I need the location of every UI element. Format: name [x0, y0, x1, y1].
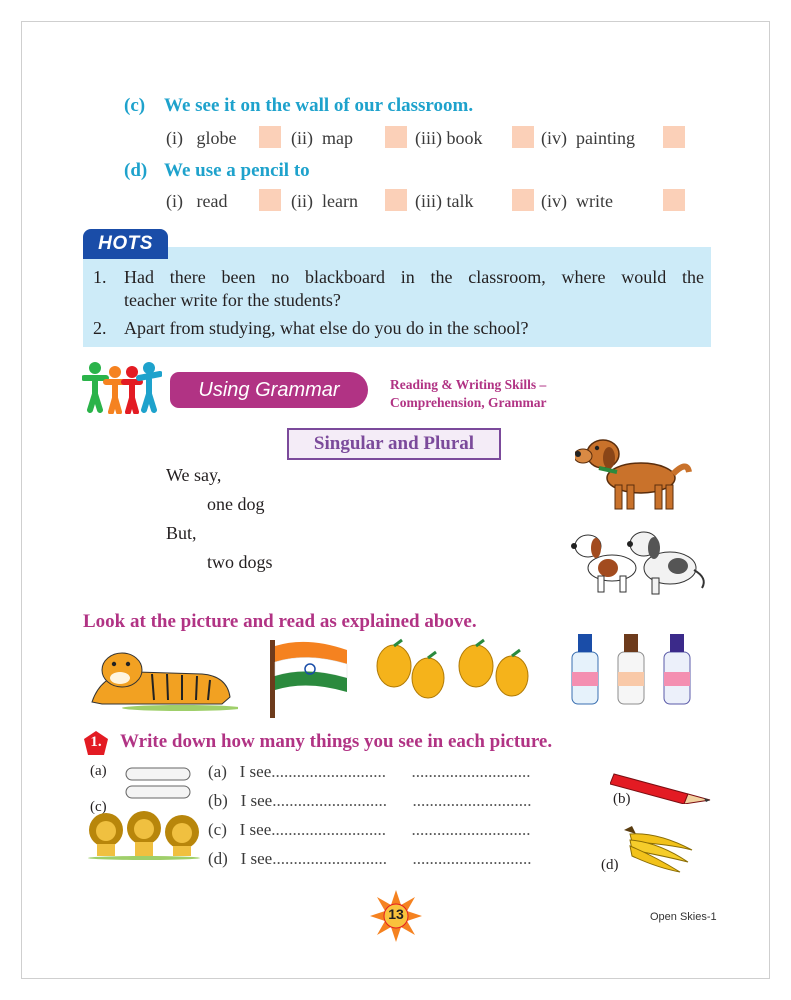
option-c-iv: (iv) painting	[541, 128, 635, 148]
question-c-text: We see it on the wall of our classroom.	[164, 95, 474, 116]
option-c-ii: (ii) map	[291, 128, 353, 148]
option-d-ii: (ii) learn	[291, 191, 358, 211]
option-d-iv: (iv) write	[541, 191, 613, 211]
answer-box-d-iii[interactable]	[512, 189, 534, 211]
topic-title: Singular and Plural	[287, 428, 501, 460]
pic-label-c: (c)	[90, 799, 107, 815]
grammar-line-we-say: We say,	[166, 465, 222, 485]
answer-box-c-iv[interactable]	[663, 126, 685, 148]
look-heading: Look at the picture and read as explained above.	[83, 611, 477, 632]
hots-item-1-line2: teacher write for the students?	[124, 290, 341, 310]
question-d-text: We use a pencil to	[164, 160, 310, 181]
mangoes-image	[372, 636, 538, 708]
exercise-number: 1.	[90, 734, 102, 750]
pic-label-a: (a)	[90, 763, 107, 779]
answer-box-d-ii[interactable]	[385, 189, 407, 211]
bottles-image	[564, 632, 704, 708]
hots-item-1-num: 1.	[93, 267, 107, 287]
skills-line-2: Comprehension, Grammar	[390, 395, 547, 410]
dog-image	[575, 430, 695, 515]
answer-box-c-i[interactable]	[259, 126, 281, 148]
lions-image	[86, 810, 204, 860]
chalks-image	[124, 766, 194, 802]
bananas-image	[618, 824, 698, 876]
skills-line-1: Reading & Writing Skills –	[390, 377, 547, 392]
question-d-label: (d)	[124, 160, 148, 181]
hots-tab: HOTS	[83, 229, 168, 259]
option-d-i: (i) read	[166, 191, 228, 211]
option-c-i: (i) globe	[166, 128, 237, 148]
using-grammar-banner: Using Grammar	[170, 372, 368, 408]
option-d-iii: (iii) talk	[415, 191, 474, 211]
pic-label-d: (d)	[601, 857, 619, 873]
grammar-line-but: But,	[166, 523, 197, 543]
book-title: Open Skies-1	[650, 911, 717, 923]
grammar-line-two-dogs: two dogs	[207, 552, 273, 572]
hots-item-2-num: 2.	[93, 318, 107, 338]
answer-row-b: (b) I see........................... ............................	[208, 791, 532, 810]
answer-box-d-iv[interactable]	[663, 189, 685, 211]
answer-row-d: (d) I see........................... ............................	[208, 849, 532, 868]
hots-item-1-line1: Had there been no blackboard in the classroom, where would the	[124, 267, 704, 287]
grammar-line-one-dog: one dog	[207, 494, 265, 514]
pic-label-b: (b)	[613, 791, 631, 807]
answer-box-d-i[interactable]	[259, 189, 281, 211]
hots-item-2-line1: Apart from studying, what else do you do in the school?	[124, 318, 529, 338]
kids-logo-icon	[82, 360, 162, 414]
answer-row-a: (a) I see........................... ............................	[208, 762, 531, 781]
option-c-iii: (iii) book	[415, 128, 483, 148]
two-dogs-image	[570, 528, 710, 598]
answer-box-c-iii[interactable]	[512, 126, 534, 148]
question-d	[124, 160, 310, 182]
page-number: 13	[388, 906, 404, 922]
india-flag-image	[262, 636, 352, 720]
answer-box-c-ii[interactable]	[385, 126, 407, 148]
tiger-image	[82, 642, 238, 712]
question-c-label: (c)	[124, 95, 146, 116]
answer-row-c: (c) I see........................... ............................	[208, 820, 531, 839]
question-c	[124, 95, 473, 117]
exercise-heading: Write down how many things you see in each picture.	[120, 731, 553, 752]
